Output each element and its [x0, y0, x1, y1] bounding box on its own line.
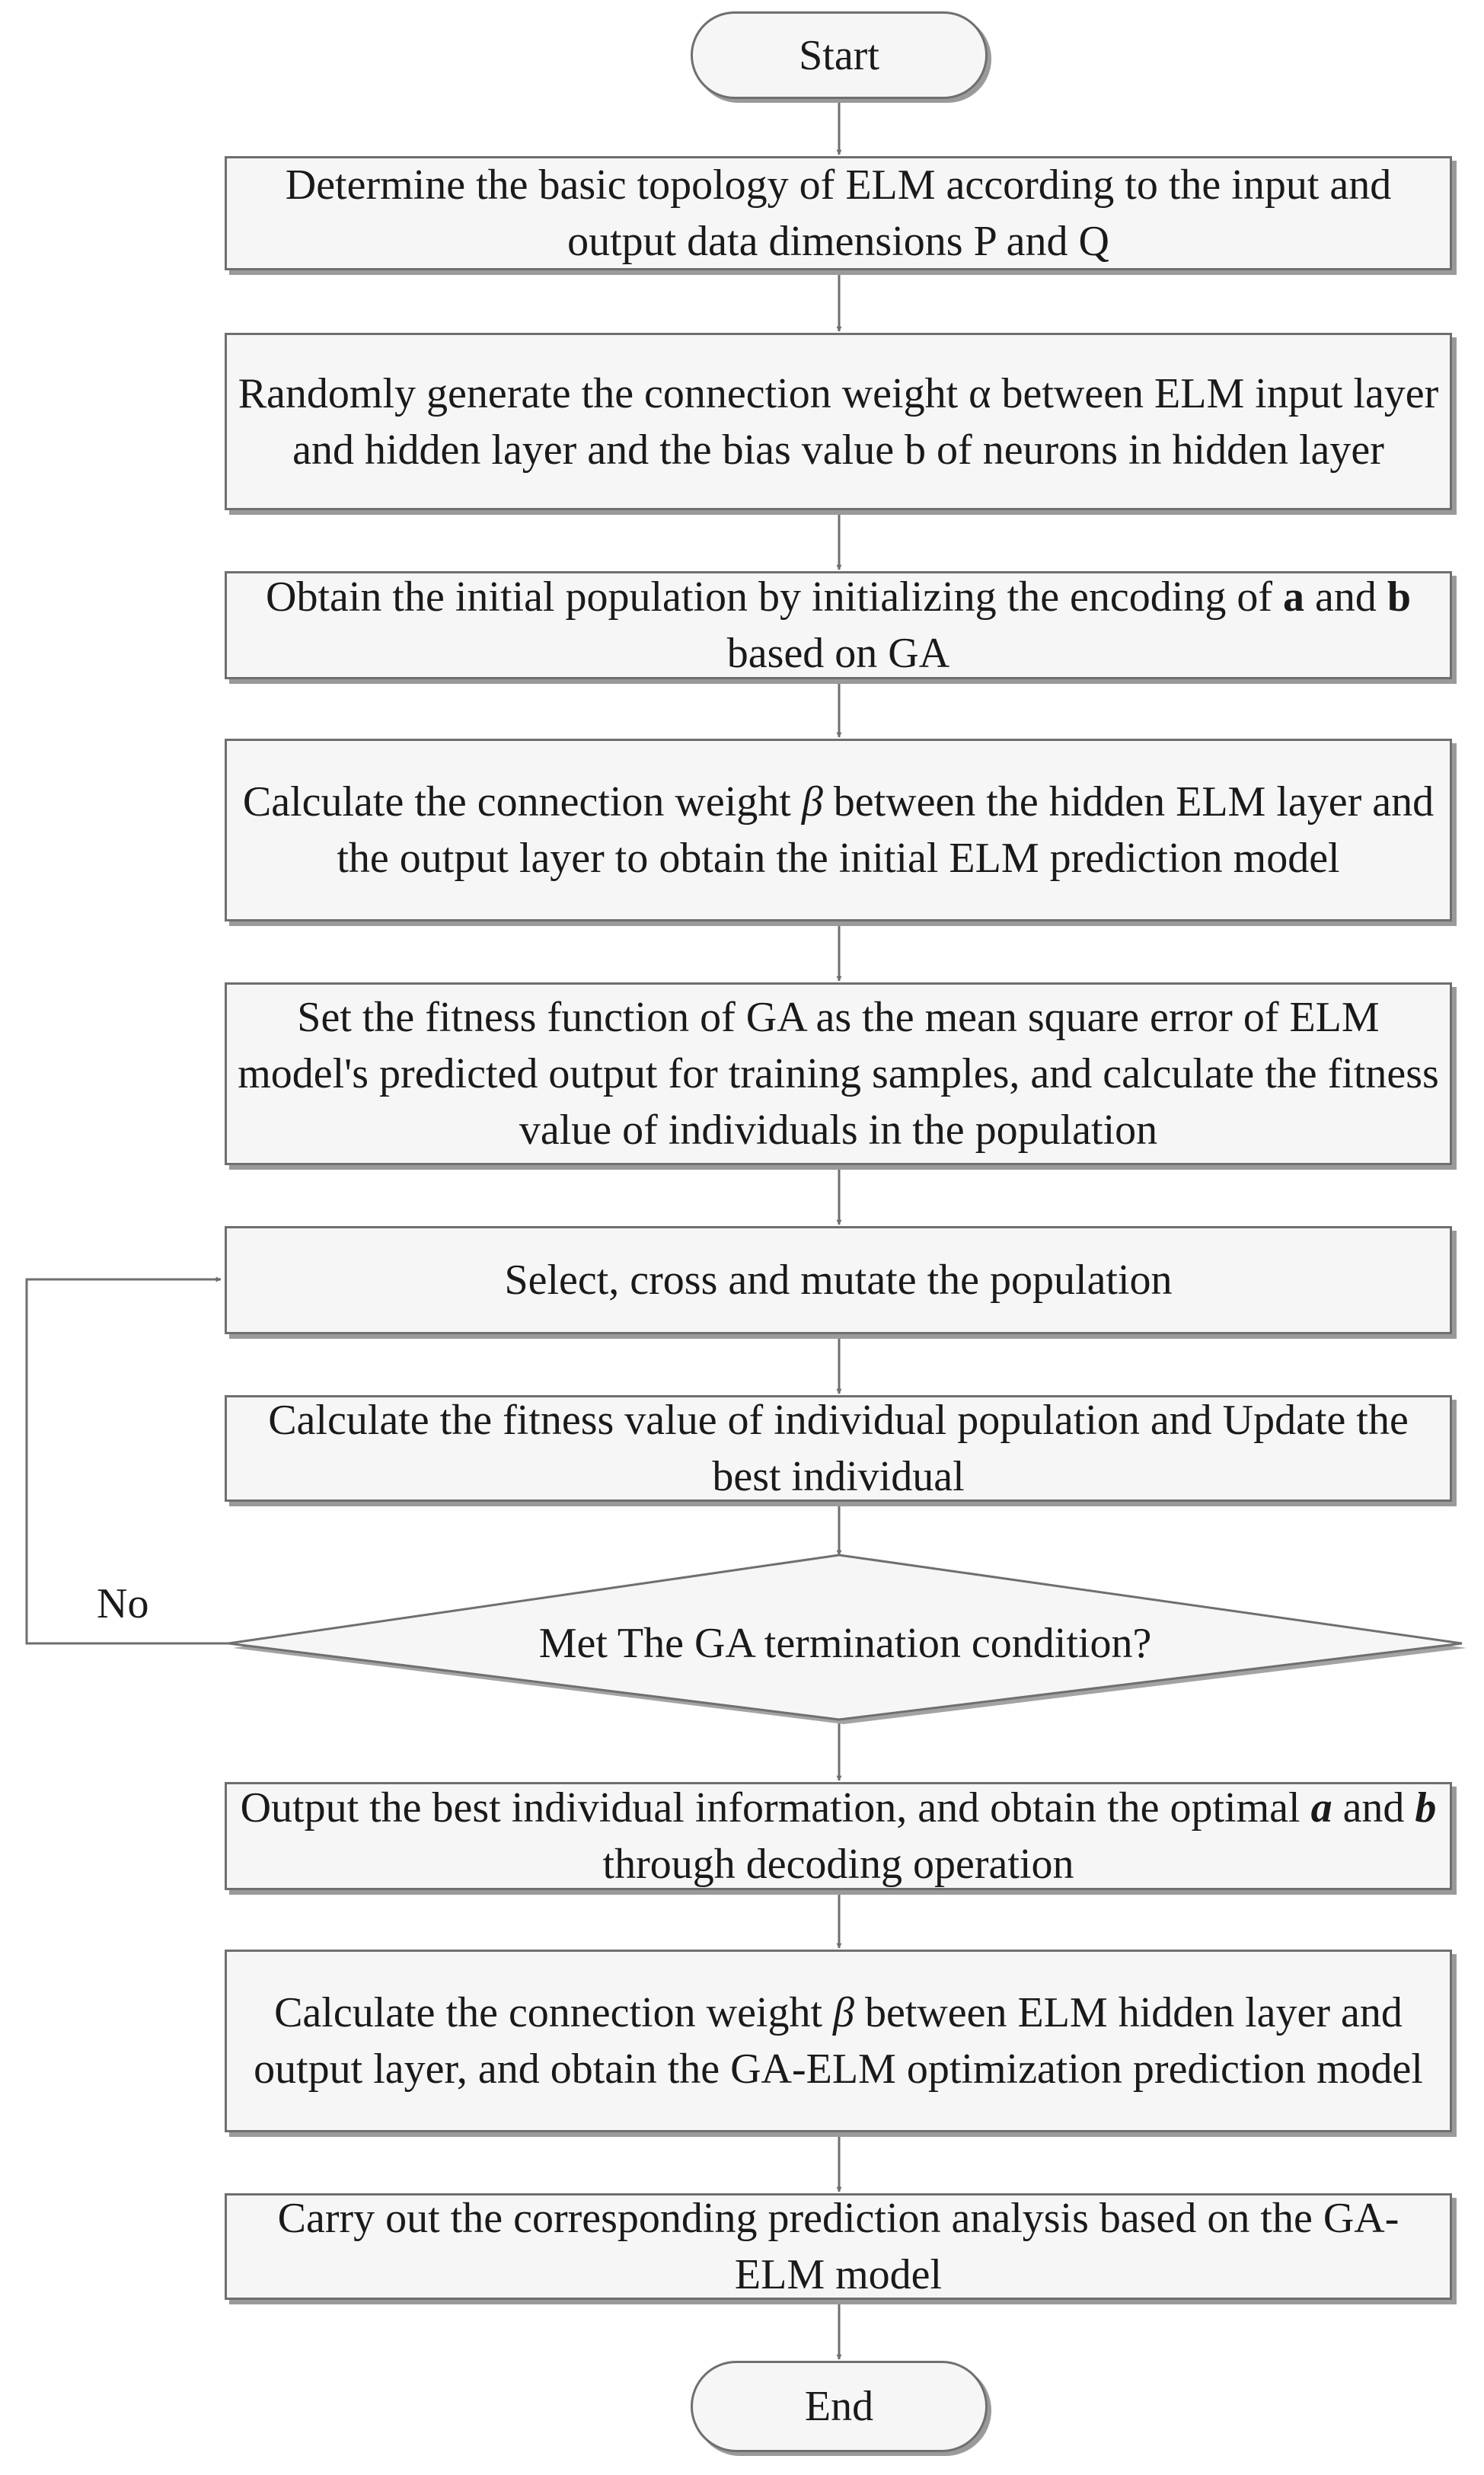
step-init-population — [225, 571, 1452, 679]
step-calc-beta-final-text: Calculate the connection weight β between ELM hidden layer and output layer, and obtain the GA-ELM optimization prediction model — [254, 1989, 1423, 2093]
start-terminal — [691, 11, 988, 99]
step-random-weights — [225, 333, 1452, 510]
step-calc-beta-initial-text: Calculate the connection weight β between the hidden ELM layer and the output layer to obtain the initial ELM prediction model — [242, 778, 1435, 882]
end-label: End — [804, 2383, 874, 2430]
step-prediction-analysis — [225, 2193, 1452, 2300]
step-calc-beta-final — [225, 1950, 1452, 2132]
step-calc-beta-initial — [225, 739, 1452, 921]
step-output-best-text: Output the best individual information, and obtain the optimal a and b through decoding operation — [240, 1784, 1437, 1888]
step-fitness-function-text: Set the fitness function of GA as the mean square error of ELM model's predicted output for training samples, and calculate the fitness value of individuals in the population — [238, 994, 1439, 1154]
step-select-cross-mutate — [225, 1226, 1452, 1334]
step-update-best-text: Calculate the fitness value of individual population and Update the best individual — [268, 1397, 1409, 1500]
step-topology-text: Determine the basic topology of ELM according to the input and output data dimensions P and Q — [285, 161, 1392, 265]
step-output-best — [225, 1782, 1452, 1890]
decision-text-area — [228, 1605, 1462, 1681]
step-topology — [225, 156, 1452, 270]
decision-text: Met The GA termination condition? — [538, 1620, 1152, 1667]
step-random-weights-text: Randomly generate the connection weight α between ELM input layer and hidden layer and the bias value b of neurons in hidden layer — [238, 369, 1439, 474]
start-label: Start — [799, 31, 879, 79]
step-prediction-analysis-text: Carry out the corresponding prediction analysis based on the GA-ELM model — [277, 2195, 1399, 2298]
step-init-population-text: Obtain the initial population by initializing the encoding of a and b based on GA — [266, 573, 1411, 677]
step-update-best — [225, 1395, 1452, 1502]
step-select-cross-mutate-text: Select, cross and mutate the population — [504, 1257, 1173, 1304]
step-fitness-function — [225, 982, 1452, 1165]
end-terminal — [691, 2361, 988, 2452]
no-branch-label: No — [97, 1580, 149, 1627]
